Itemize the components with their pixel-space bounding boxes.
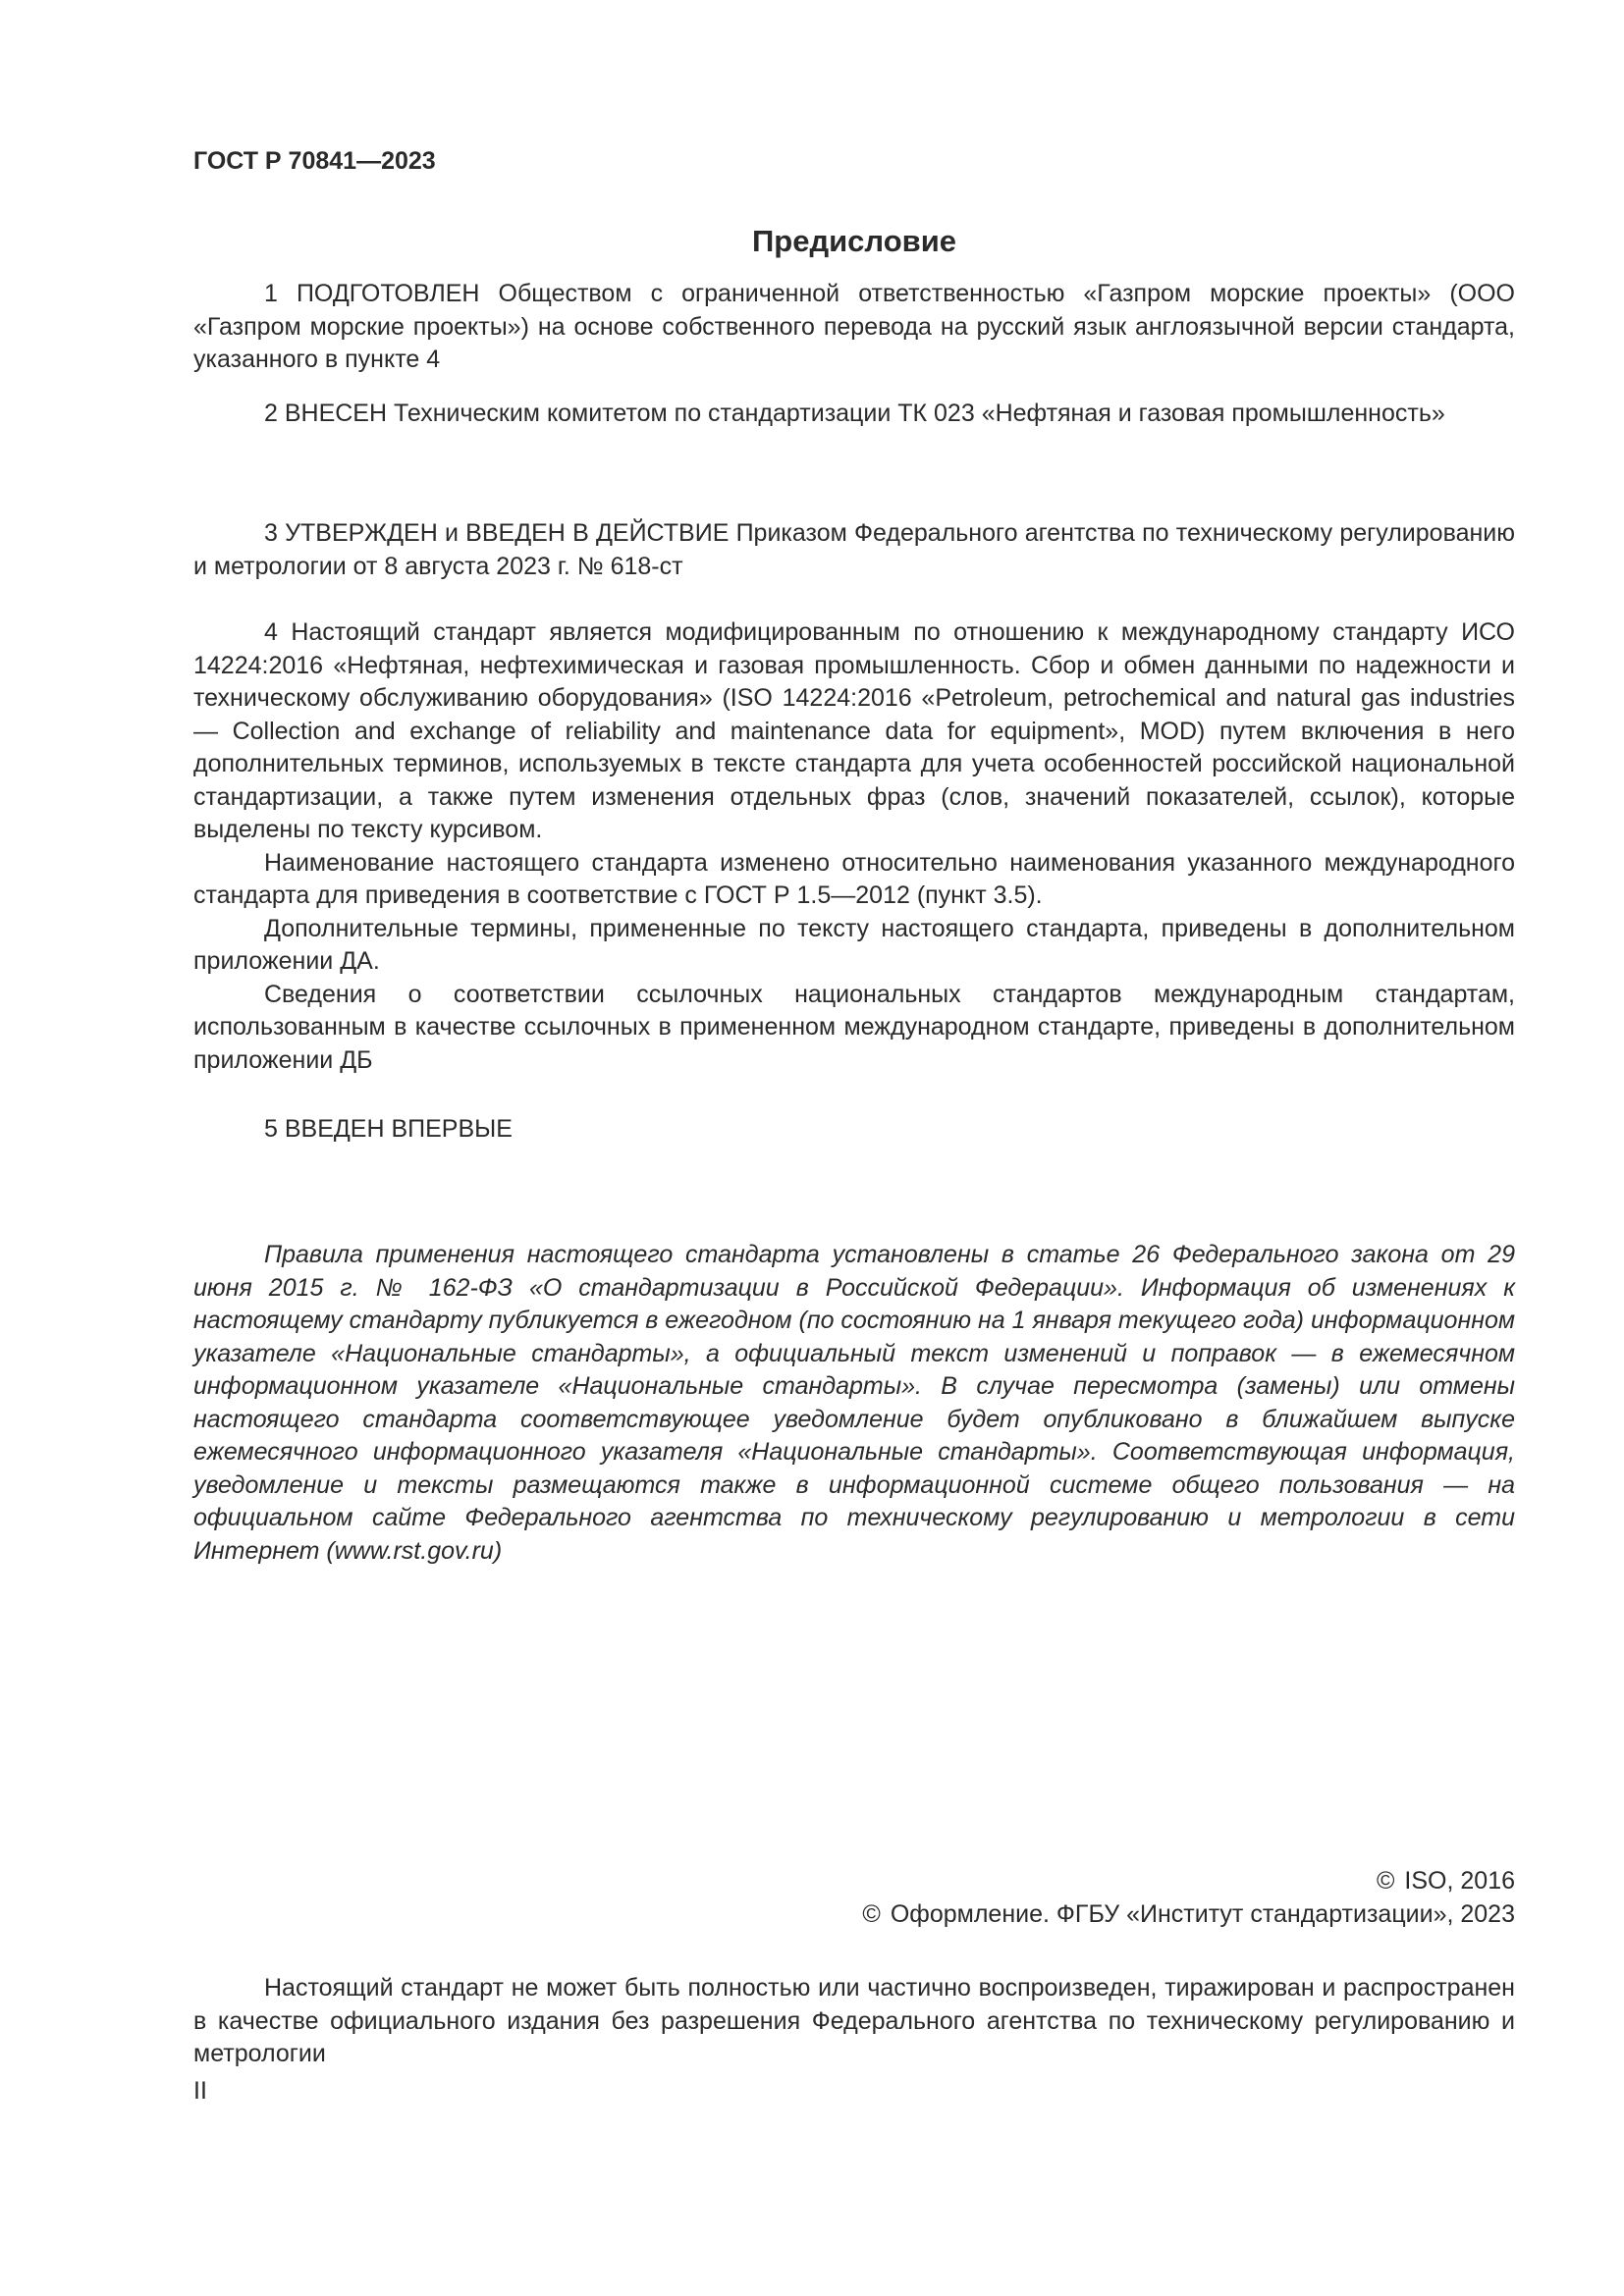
copyright-symbol: © — [862, 1899, 881, 1928]
page-title: Предисловие — [751, 224, 956, 258]
foreword-items-3 — [193, 517, 1515, 583]
foreword-item-1: 1 ПОДГОТОВЛЕН Обществом с ограниченной ответственностью «Газпром морские проекты» (ООО «Газпром морские проекты») на основе собственного перевода на русский язык англоязычной версии стандарта, указанного в пункте 4 — [193, 280, 1515, 373]
document-code: ГОСТ Р 70841—2023 — [193, 147, 436, 175]
copyright-text: Оформление. ФГБУ «Институт стандартизации», 2023 — [890, 1899, 1515, 1928]
foreword-item-4-paragraph: Сведения о соответствии ссылочных национальных стандартов международным стандартам, использованным в качестве ссылочных в примененном международном стандарте, приведены в дополнительном приложении ДБ — [193, 980, 1515, 1074]
copyright-line — [193, 1898, 1515, 1932]
legal-notice: Правила применения настоящего стандарта установлены в статье 26 Федерального закона от 29 июня 2015 г. № 162-ФЗ «О стандартизации в Российской Федерации». Информация об изменениях к настоящему стандарту публикуется в ежегодном (по состоянию на 1 января текущего года) информационном указателе «Национальные стандарты», а официальный текст изменений и поправок — в ежемесячном информационном указателе «Национальные стандарты». В случае пересмотра (замены) или отмены настоящего стандарта соответствующее уведомление будет опубликовано в ближайшем выпуске ежемесячного информационного указателя «Национальные стандарты». Соответствующая информация, уведомление и тексты размещаются также в информационной системе общего пользования — на официальном сайте Федерального агентства по техническому регулированию и метрологии в сети Интернет (www.rst.gov.ru) — [193, 1241, 1516, 1565]
foreword-item-2: 2 ВНЕСЕН Техническим комитетом по стандартизации ТК 023 «Нефтяная и газовая промышленность» — [264, 400, 1445, 427]
foreword-item-5: 5 ВВЕДЕН ВПЕРВЫЕ — [264, 1115, 513, 1143]
foreword-item-4: 4 Настоящий стандарт является модифицированным по отношению к международному стандарту ИСО 14224:2016 «Нефтяная, нефтехимическая и газовая промышленность. Сбор и обмен данными по надежности и техническому обслуживанию оборудования» (ISO 14224:2016 «Petroleum, petrochemical and natural gas industries — Collection and exchange of reliability and maintenance data for equipment», MOD) путем включения в него дополнительных терминов, используемых в тексте стандарта для учета особенностей российской национальной стандартизации, а также путем изменения отдельных фраз (слов, значений показателей, ссылок), которые выделены по тексту курсивом. — [193, 618, 1515, 843]
foreword-items-5 — [193, 1113, 1515, 1147]
copyright-text: ISO, 2016 — [1404, 1867, 1515, 1895]
copyright-block — [193, 1865, 1515, 1931]
copyright-symbol: © — [1377, 1867, 1395, 1895]
foreword-items — [193, 278, 1515, 377]
copyright-line — [193, 1865, 1515, 1898]
foreword-item-4-paragraph: Наименование настоящего стандарта изменено относительно наименования указанного международного стандарта для приведения в соответствие с ГОСТ Р 1.5—2012 (пункт 3.5). — [193, 848, 1515, 909]
foreword-item-4-paragraph: Дополнительные термины, примененные по тексту настоящего стандарта, приведены в дополнительном приложении ДА. — [193, 914, 1515, 975]
foreword-items-2 — [193, 398, 1515, 431]
page-number: II — [193, 2077, 207, 2105]
foreword-item-3: 3 УТВЕРЖДЕН и ВВЕДЕН В ДЕЙСТВИЕ Приказом Федерального агентства по техническому регулированию и метрологии от 8 августа 2023 г. № 618-ст — [193, 519, 1515, 580]
foreword-items-4 — [193, 616, 1515, 1077]
reproduction-notice: Настоящий стандарт не может быть полностью или частично воспроизведен, тиражирован и распространен в качестве официального издания без разрешения Федерального агентства по техническому регулированию и метрологии — [193, 1974, 1515, 2067]
